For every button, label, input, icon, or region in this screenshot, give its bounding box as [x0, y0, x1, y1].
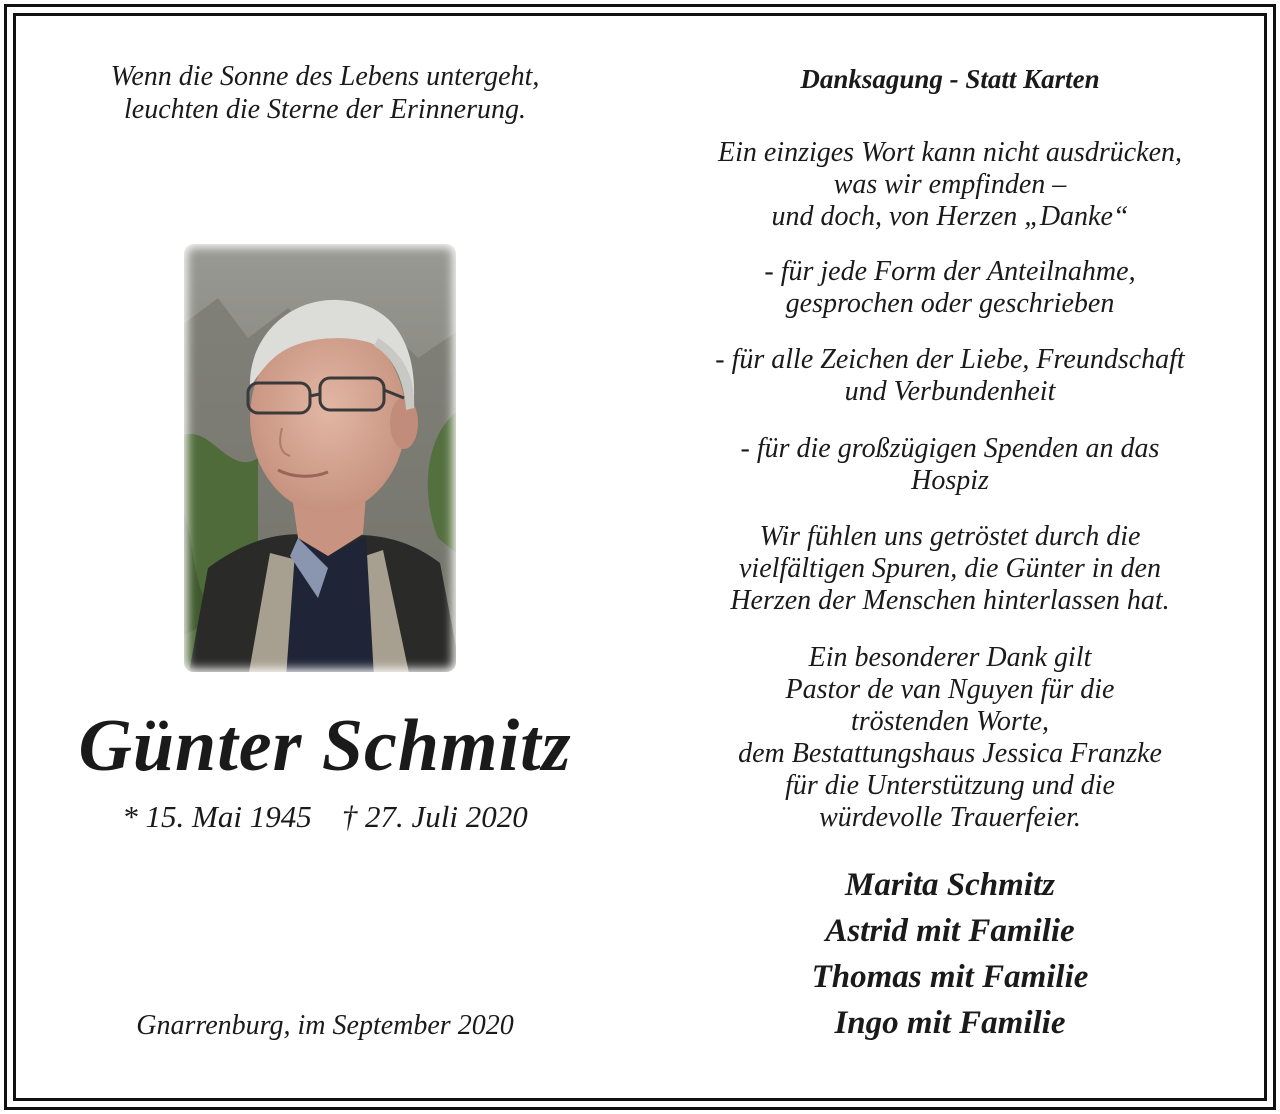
motto: [20, 60, 630, 126]
signers-list: [650, 862, 1250, 1046]
thanks-paragraph: [650, 521, 1250, 617]
text-line: Herzen der Menschen hinterlassen hat.: [730, 585, 1170, 616]
text-line: und doch, von Herzen „Danke“: [771, 201, 1129, 232]
thanks-heading: Danksagung - Statt Karten: [800, 64, 1100, 94]
signer-name: Ingo mit Familie: [834, 1005, 1066, 1041]
signer-name: Thomas mit Familie: [811, 959, 1089, 995]
birth-date: * 15. Mai 1945: [122, 799, 312, 834]
motto-line: leuchten die Sterne der Erinnerung.: [123, 94, 526, 125]
thanks-paragraph: [650, 433, 1250, 497]
signer-name: Marita Schmitz: [845, 867, 1055, 903]
portrait-illustration: [178, 238, 462, 678]
thanks-paragraph: [650, 642, 1250, 834]
death-date: † 27. Juli 2020: [341, 799, 528, 834]
text-line: - für jede Form der Anteilnahme,: [764, 256, 1136, 287]
text-line: Ein besonderer Dank gilt: [808, 642, 1092, 673]
text-line: was wir empfinden –: [833, 169, 1067, 200]
text-line: für die Unterstützung und die: [785, 770, 1115, 801]
thanks-paragraph: [650, 344, 1250, 408]
text-line: Hospiz: [911, 465, 989, 496]
deceased-name: Günter Schmitz: [78, 705, 572, 787]
text-line: Wir fühlen uns getröstet durch die: [759, 521, 1141, 552]
text-line: Ein einziges Wort kann nicht ausdrücken,: [717, 137, 1182, 168]
text-line: und Verbundenheit: [844, 376, 1056, 407]
text-line: Pastor de van Nguyen für die: [785, 674, 1115, 705]
text-line: gesprochen oder geschrieben: [785, 288, 1115, 319]
motto-line: Wenn die Sonne des Lebens untergeht,: [110, 61, 540, 92]
text-line: tröstenden Worte,: [850, 706, 1050, 737]
thanks-paragraph: [650, 256, 1250, 320]
text-line: vielfältigen Spuren, die Günter in den: [739, 553, 1161, 584]
place-and-date: Gnarrenburg, im September 2020: [136, 1010, 514, 1041]
life-dates: [20, 798, 630, 836]
thanks-paragraph: [650, 137, 1250, 233]
text-line: - für die großzügigen Spenden an das: [740, 433, 1160, 464]
portrait-photo: [178, 238, 462, 678]
text-line: dem Bestattungshaus Jessica Franzke: [738, 738, 1162, 769]
text-line: würdevolle Trauerfeier.: [819, 802, 1081, 833]
text-line: - für alle Zeichen der Liebe, Freundschaft: [715, 344, 1185, 375]
signer-name: Astrid mit Familie: [825, 913, 1075, 949]
